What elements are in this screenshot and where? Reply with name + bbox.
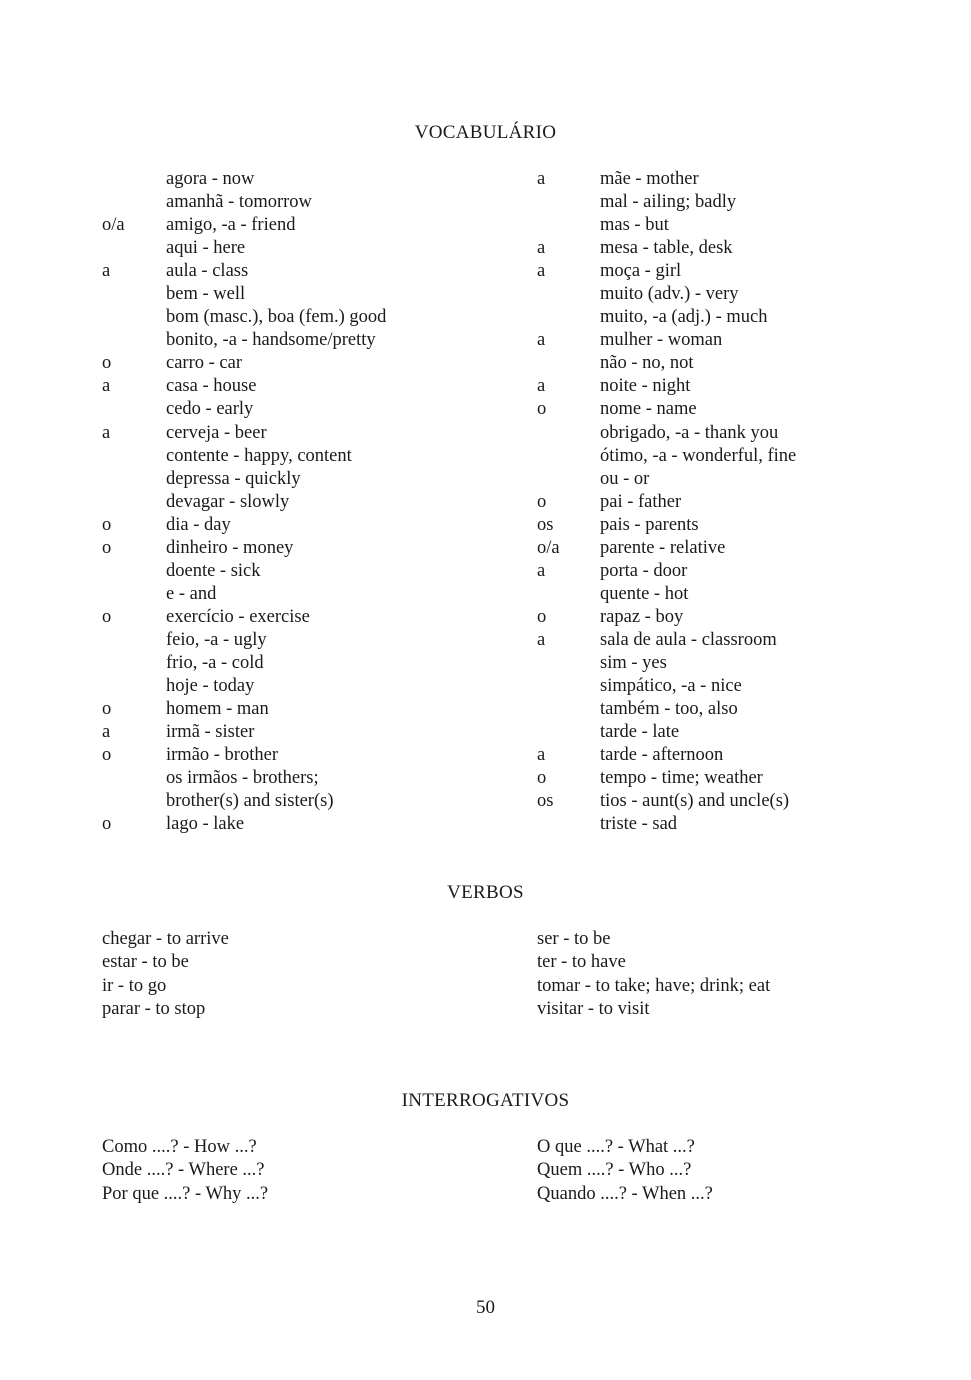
article: o <box>537 768 547 789</box>
vocab-term: triste - sad <box>600 814 678 835</box>
vocab-term: os irmãos - brothers; <box>166 768 319 789</box>
interrogative-entry: Como ....? - How ...? <box>102 1137 257 1157</box>
vocab-term: bom (masc.), boa (fem.) good <box>166 307 387 328</box>
article: o <box>537 491 547 512</box>
vocab-term: lago - lake <box>166 814 245 835</box>
interrogative-entry: O que ....? - What ...? <box>537 1137 695 1157</box>
page-number: 50 <box>476 1297 495 1318</box>
verb-entry: ter - to have <box>537 952 626 973</box>
vocab-term: sim - yes <box>600 652 667 673</box>
article: os <box>537 791 554 812</box>
vocab-term: noite - night <box>600 376 691 397</box>
vocab-term: porta - door <box>600 560 688 581</box>
vocab-term: brother(s) and sister(s) <box>166 791 334 812</box>
article: a <box>537 629 546 650</box>
vocab-term: mal - ailing; badly <box>600 192 737 213</box>
verbs-right-column <box>537 928 770 1021</box>
vocab-term: mãe - mother <box>600 169 699 189</box>
vocab-term: tios - aunt(s) and uncle(s) <box>600 791 790 812</box>
article: a <box>537 169 546 189</box>
article: o <box>537 399 547 420</box>
article: a <box>102 722 111 743</box>
vocab-term: quente - hot <box>600 583 689 604</box>
vocab-term: bem - well <box>166 284 246 305</box>
vocab-term: bonito, -a - handsome/pretty <box>166 330 376 351</box>
vocab-term: agora - now <box>166 169 255 189</box>
vocab-term: irmão - brother <box>166 745 278 766</box>
vocab-term: feio, -a - ugly <box>166 629 267 650</box>
vocab-term: doente - sick <box>166 560 261 581</box>
interrogativos-heading: INTERROGATIVOS <box>401 1090 570 1111</box>
vocab-term: frio, -a - cold <box>166 652 264 673</box>
vocab-term: amigo, -a - friend <box>166 215 296 236</box>
verb-entry: ser - to be <box>537 929 611 949</box>
interrogatives-left-column <box>102 1136 268 1206</box>
article: a <box>102 376 111 397</box>
vocab-term: aqui - here <box>166 238 246 259</box>
vocab-term: aula - class <box>166 261 249 282</box>
vocabulario-heading: VOCABULÁRIO <box>414 122 557 143</box>
verb-entry: chegar - to arrive <box>102 929 229 949</box>
vocab-term: homem - man <box>166 699 269 720</box>
vocab-term: hoje - today <box>166 676 255 697</box>
article: o <box>102 514 112 535</box>
article: o <box>102 745 112 766</box>
vocab-term: cerveja - beer <box>166 422 267 443</box>
article: o <box>102 606 112 627</box>
article: a <box>537 238 546 259</box>
article: o <box>537 606 547 627</box>
article: o <box>102 699 112 720</box>
verbs-left-column <box>102 928 229 1021</box>
interrogative-entry: Por que ....? - Why ...? <box>102 1183 269 1204</box>
interrogatives-right-column <box>537 1136 713 1206</box>
verb-entry: ir - to go <box>102 975 167 996</box>
article: a <box>537 745 546 766</box>
article: os <box>537 514 554 535</box>
vocab-term: dinheiro - money <box>166 537 294 558</box>
verb-entry: estar - to be <box>102 952 189 973</box>
vocab-term: amanhã - tomorrow <box>166 192 312 213</box>
vocab-term: mesa - table, desk <box>600 238 733 259</box>
vocab-term: tempo - time; weather <box>600 768 763 789</box>
article: o/a <box>102 215 125 236</box>
vocab-term: ou - or <box>600 468 650 489</box>
vocab-term: mulher - woman <box>600 330 723 351</box>
vocab-term: também - too, also <box>600 699 738 720</box>
vocab-term: cedo - early <box>166 399 254 420</box>
article: o <box>102 537 112 558</box>
verb-entry: tomar - to take; have; drink; eat <box>537 975 771 996</box>
vocab-term: irmã - sister <box>166 722 255 743</box>
vocab-term: carro - car <box>166 353 242 374</box>
article: a <box>537 261 546 282</box>
vocab-term: devagar - slowly <box>166 491 290 512</box>
article: o <box>102 814 112 835</box>
vocab-term: mas - but <box>600 215 669 236</box>
article: a <box>537 330 546 351</box>
article: a <box>537 376 546 397</box>
verb-entry: visitar - to visit <box>537 998 650 1019</box>
vocab-term: tarde - late <box>600 722 680 743</box>
interrogative-entry: Quem ....? - Who ...? <box>537 1160 692 1181</box>
verbos-heading: VERBOS <box>447 882 524 903</box>
vocab-term: pais - parents <box>600 514 699 535</box>
verb-entry: parar - to stop <box>102 998 206 1019</box>
vocab-term: tarde - afternoon <box>600 745 724 766</box>
vocab-term: parente - relative <box>600 537 726 558</box>
vocab-term: sala de aula - classroom <box>600 629 777 650</box>
vocab-term: ótimo, -a - wonderful, fine <box>600 445 797 466</box>
vocab-term: não - no, not <box>600 353 694 374</box>
vocab-term: obrigado, -a - thank you <box>600 422 779 443</box>
vocab-term: nome - name <box>600 399 697 420</box>
vocab-term: muito, -a (adj.) - much <box>600 307 768 328</box>
interrogative-entry: Onde ....? - Where ...? <box>102 1160 265 1181</box>
vocab-term: muito (adv.) - very <box>600 284 739 305</box>
vocab-term: exercício - exercise <box>166 606 310 627</box>
vocab-term: moça - girl <box>600 261 682 282</box>
vocab-term: rapaz - boy <box>600 606 684 627</box>
vocab-term: depressa - quickly <box>166 468 301 489</box>
article: a <box>102 422 111 443</box>
vocab-term: dia - day <box>166 514 231 535</box>
vocab-term: e - and <box>166 583 217 604</box>
article: o <box>102 353 112 374</box>
interrogative-entry: Quando ....? - When ...? <box>537 1183 713 1204</box>
article: a <box>537 560 546 581</box>
vocab-term: pai - father <box>600 491 682 512</box>
article: o/a <box>537 537 560 558</box>
vocab-term: contente - happy, content <box>166 445 352 466</box>
article: a <box>102 261 111 282</box>
vocab-term: simpático, -a - nice <box>600 676 742 697</box>
vocab-term: casa - house <box>166 376 257 397</box>
